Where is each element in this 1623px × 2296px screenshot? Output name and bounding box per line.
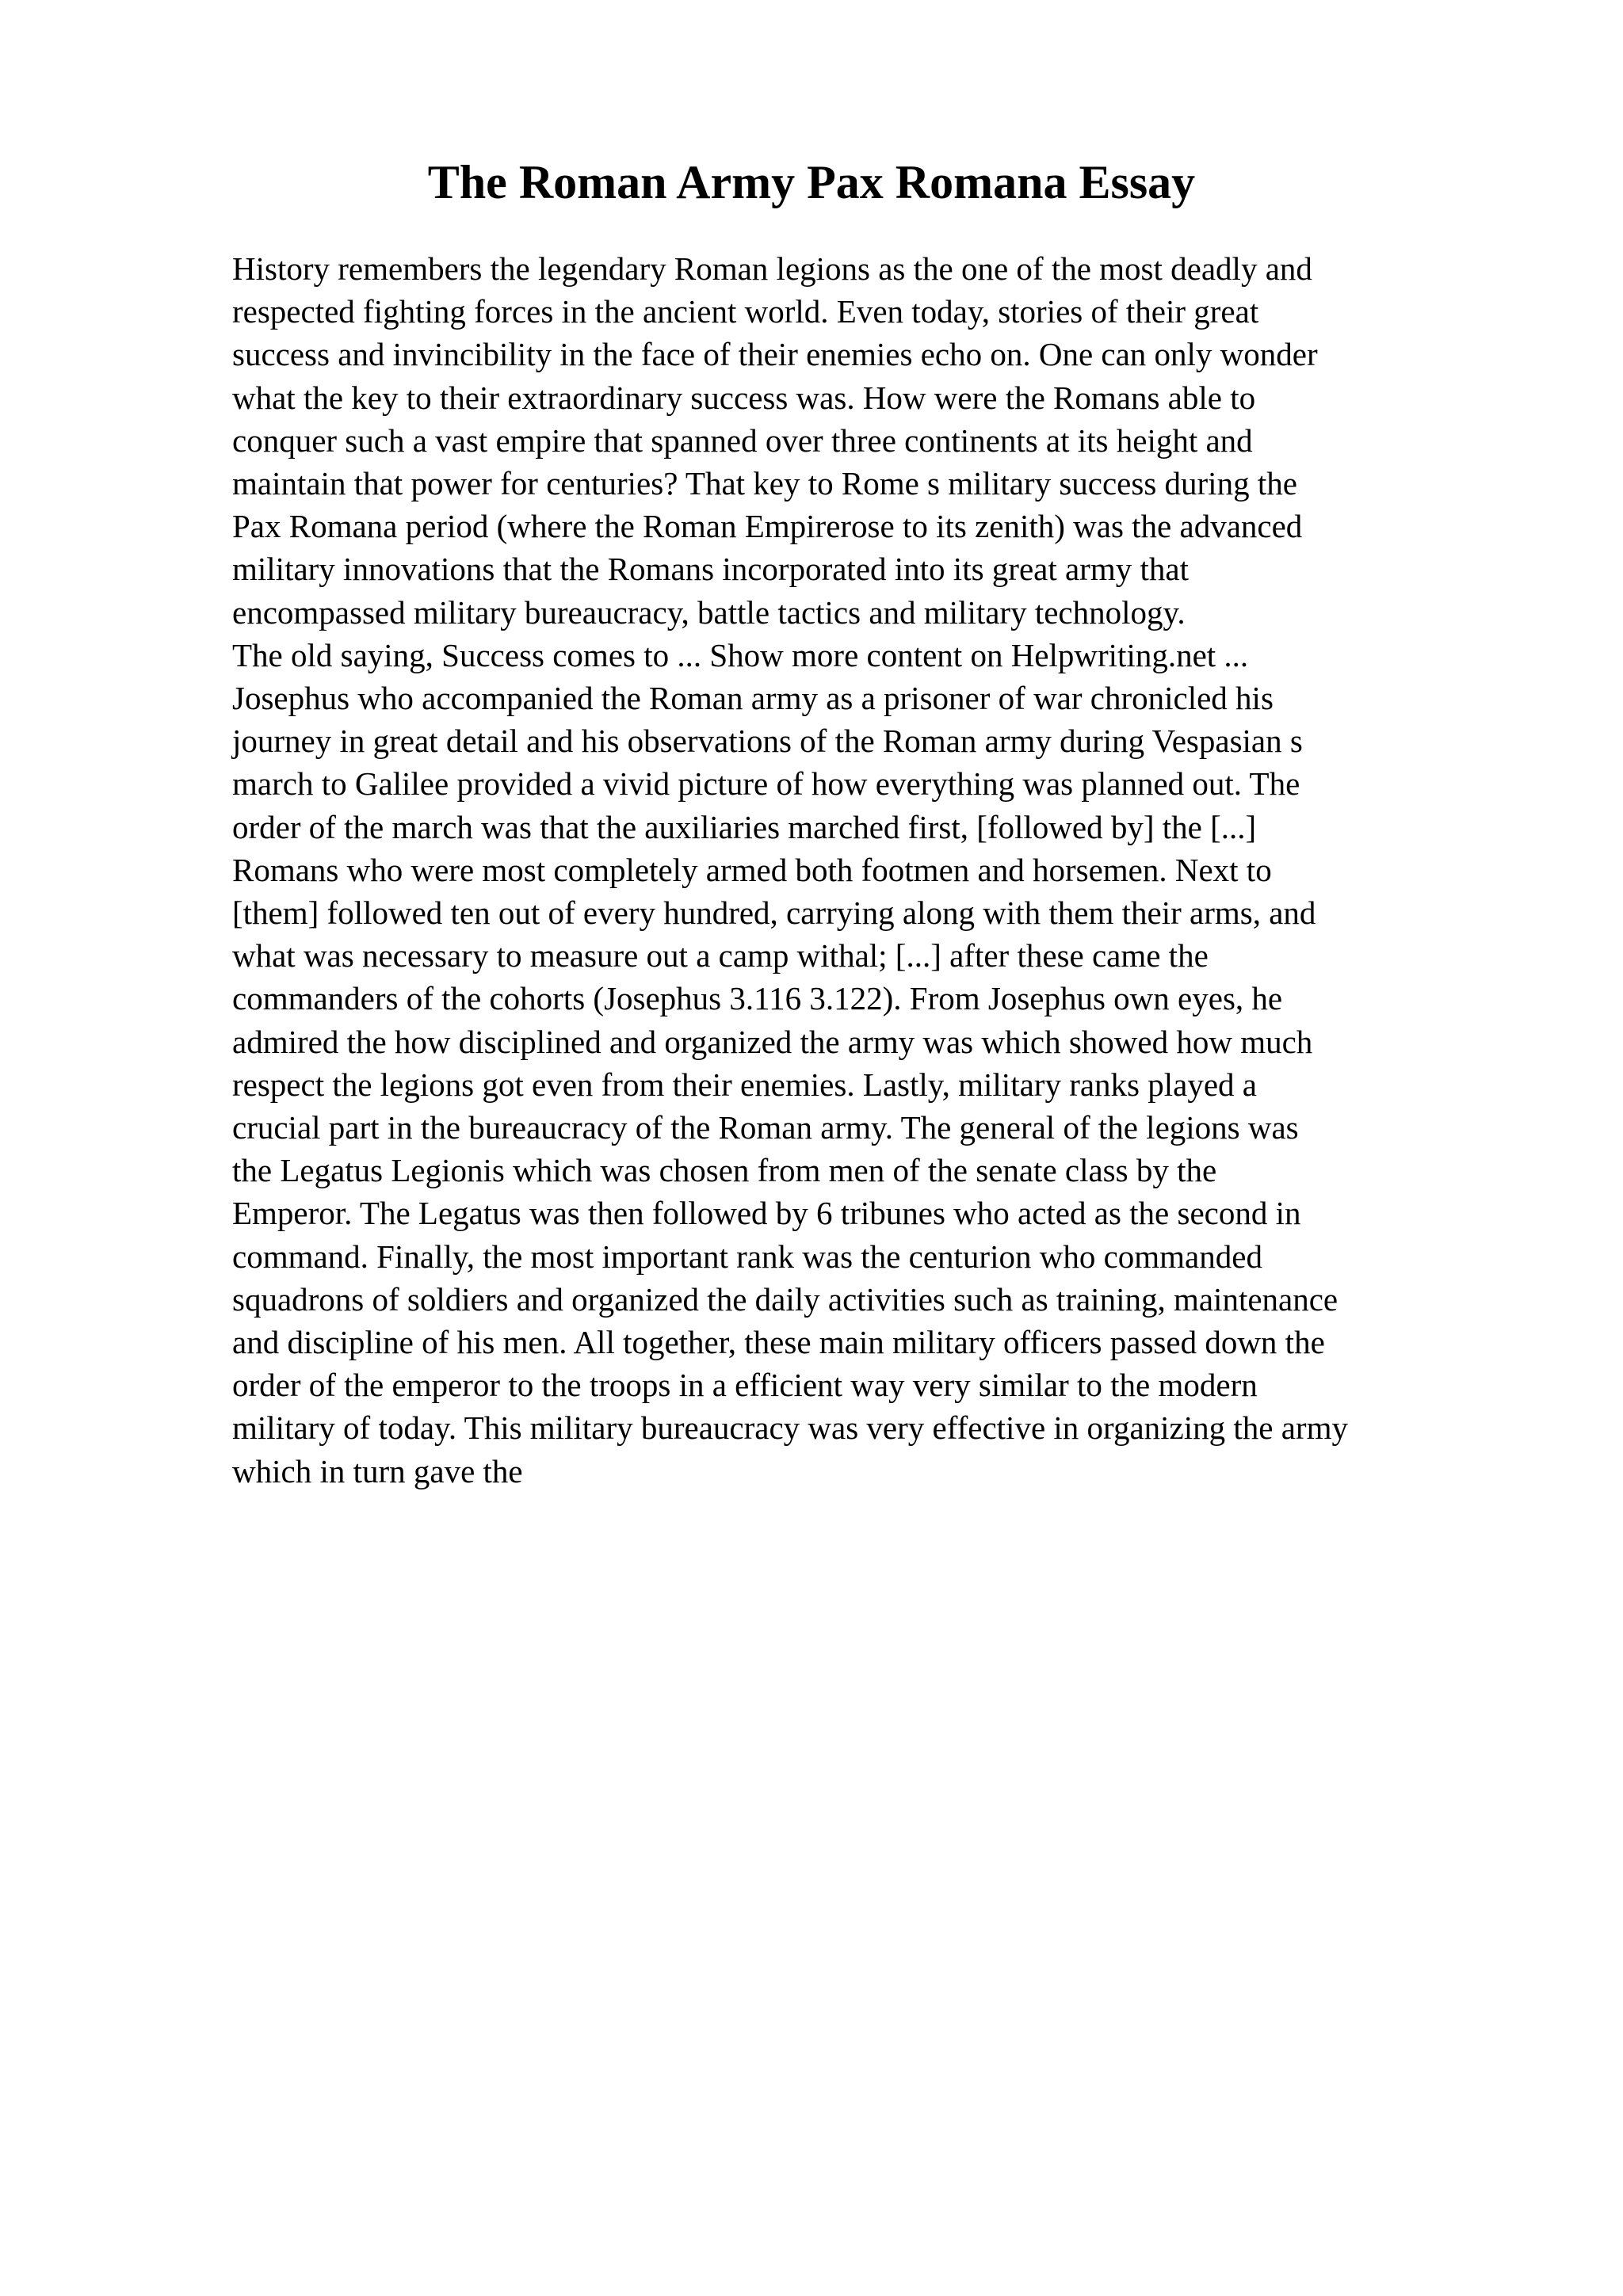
text-line: encompassed military bureaucracy, battle tactics and military technology. — [232, 593, 1186, 631]
text-line: order of the march was that the auxiliaries marched first, [followed by] the [...] — [232, 808, 1257, 845]
text-line: journey in great detail and his observations of the Roman army during Vespasian s — [232, 723, 1303, 760]
text-line: order of the emperor to the troops in a efficient way very similar to the modern — [232, 1367, 1258, 1404]
text-line: [them] followed ten out of every hundred, carrying along with them their arms, and — [232, 894, 1316, 932]
text-line: Pax Romana period (where the Roman Empirerose to its zenith) was the advanced — [232, 508, 1303, 545]
text-line: The old saying, Success comes to ... Show more content on Helpwriting.net ... — [232, 636, 1249, 673]
text-line: History remembers the legendary Roman legions as the one of the most deadly and — [232, 250, 1312, 287]
text-line: maintain that power for centuries? That key to Rome s military success during the — [232, 465, 1297, 502]
text-line: commanders of the cohorts (Josephus 3.116 3.122). From Josephus own eyes, he — [232, 980, 1283, 1017]
essay-body — [232, 247, 1548, 1493]
text-line: respect the legions got even from their enemies. Lastly, military ranks played a — [232, 1066, 1257, 1103]
text-line: march to Galilee provided a vivid picture of how everything was planned out. The — [232, 765, 1300, 803]
text-line: squadrons of soldiers and organized the daily activities such as training, maintenance — [232, 1280, 1338, 1318]
text-line: crucial part in the bureaucracy of the Roman army. The general of the legions was — [232, 1109, 1299, 1146]
text-line: command. Finally, the most important rank was the centurion who commanded — [232, 1238, 1262, 1275]
text-line: what was necessary to measure out a camp withal; [...] after these came the — [232, 937, 1209, 974]
text-line: conquer such a vast empire that spanned over three continents at its height and — [232, 421, 1253, 459]
text-line: military innovations that the Romans incorporated into its great army that — [232, 551, 1189, 588]
text-line: and discipline of his men. All together, these main military officers passed down the — [232, 1324, 1325, 1361]
text-line: respected fighting forces in the ancient world. Even today, stories of their great — [232, 293, 1259, 330]
text-line: military of today. This military bureaucracy was very effective in organizing the army — [232, 1409, 1348, 1447]
text-line: what the key to their extraordinary success was. How were the Romans able to — [232, 379, 1256, 416]
text-line: success and invincibility in the face of their enemies echo on. One can only wonder — [232, 336, 1318, 373]
text-line: Josephus who accompanied the Roman army as a prisoner of war chronicled his — [232, 680, 1274, 717]
text-line: the Legatus Legionis which was chosen from men of the senate class by the — [232, 1152, 1217, 1189]
text-line: Romans who were most completely armed both footmen and horsemen. Next to — [232, 851, 1272, 888]
document-title: The Roman Army Pax Romana Essay — [427, 156, 1196, 208]
text-line: Emperor. The Legatus was then followed by 6 tribunes who acted as the second in — [232, 1195, 1301, 1232]
text-line: which in turn gave the — [232, 1452, 523, 1489]
text-line: admired the how disciplined and organized the army was which showed how much — [232, 1023, 1313, 1060]
